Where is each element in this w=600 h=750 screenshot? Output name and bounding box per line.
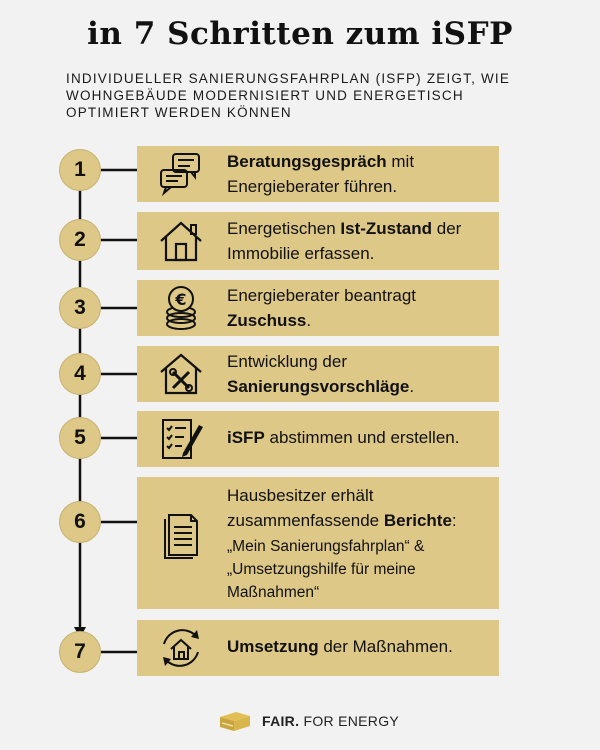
euro-coins-icon xyxy=(157,284,205,332)
step-6-text: Hausbesitzer erhält zusammenfassende Berichte: xyxy=(227,486,457,530)
step-3-number: 3 xyxy=(59,287,101,329)
step-7-box xyxy=(137,620,499,676)
step-3-text: Energieberater beantragt Zuschuss. xyxy=(227,286,417,330)
documents-icon xyxy=(157,511,205,559)
step-5-number: 5 xyxy=(59,417,101,459)
step-6-report-names: „Mein Sanierungsfahrplan“ & „Umsetzungshilfe für meine Maßnahmen“ xyxy=(227,538,425,601)
fair-energy-logo-icon xyxy=(218,709,252,733)
step-1-box xyxy=(137,146,499,202)
page-title: in 7 Schritten zum iSFP xyxy=(87,16,513,52)
step-7-number: 7 xyxy=(59,631,101,673)
step-4-number: 4 xyxy=(59,353,101,395)
step-3-box xyxy=(137,280,499,336)
step-4-box xyxy=(137,346,499,402)
house-cycle-icon xyxy=(157,624,205,672)
step-2-number: 2 xyxy=(59,219,101,261)
chat-bubbles-icon xyxy=(157,150,205,198)
step-6-box xyxy=(137,477,499,609)
step-2-box xyxy=(137,212,499,270)
step-6-number: 6 xyxy=(59,501,101,543)
step-4-text: Entwicklung der Sanierungsvorschläge. xyxy=(227,352,415,396)
step-7-text: Umsetzung der Maßnahmen. xyxy=(227,637,453,656)
house-icon xyxy=(157,217,205,265)
page-subtitle: INDIVIDUELLER SANIERUNGSFAHRPLAN (ISFP) ZEIGT, WIE WOHNGEBÄUDE MODERNISIERT UND ENERGETISCH OPTIMIERT WERDEN KÖNNEN xyxy=(66,71,511,120)
step-5-box xyxy=(137,411,499,467)
step-1-number: 1 xyxy=(59,149,101,191)
logo-text: FAIR. FOR ENERGY xyxy=(262,713,400,729)
step-1-text: Beratungsgespräch mit Energieberater führen. xyxy=(227,152,415,196)
house-tools-icon xyxy=(157,350,205,398)
svg-text:€: € xyxy=(175,290,187,309)
step-2-text: Energetischen Ist-Zustand der Immobilie erfassen. xyxy=(227,219,462,263)
step-5-text: iSFP abstimmen und erstellen. xyxy=(227,428,460,447)
checklist-pen-icon xyxy=(157,415,205,463)
brand-logo xyxy=(218,706,399,736)
